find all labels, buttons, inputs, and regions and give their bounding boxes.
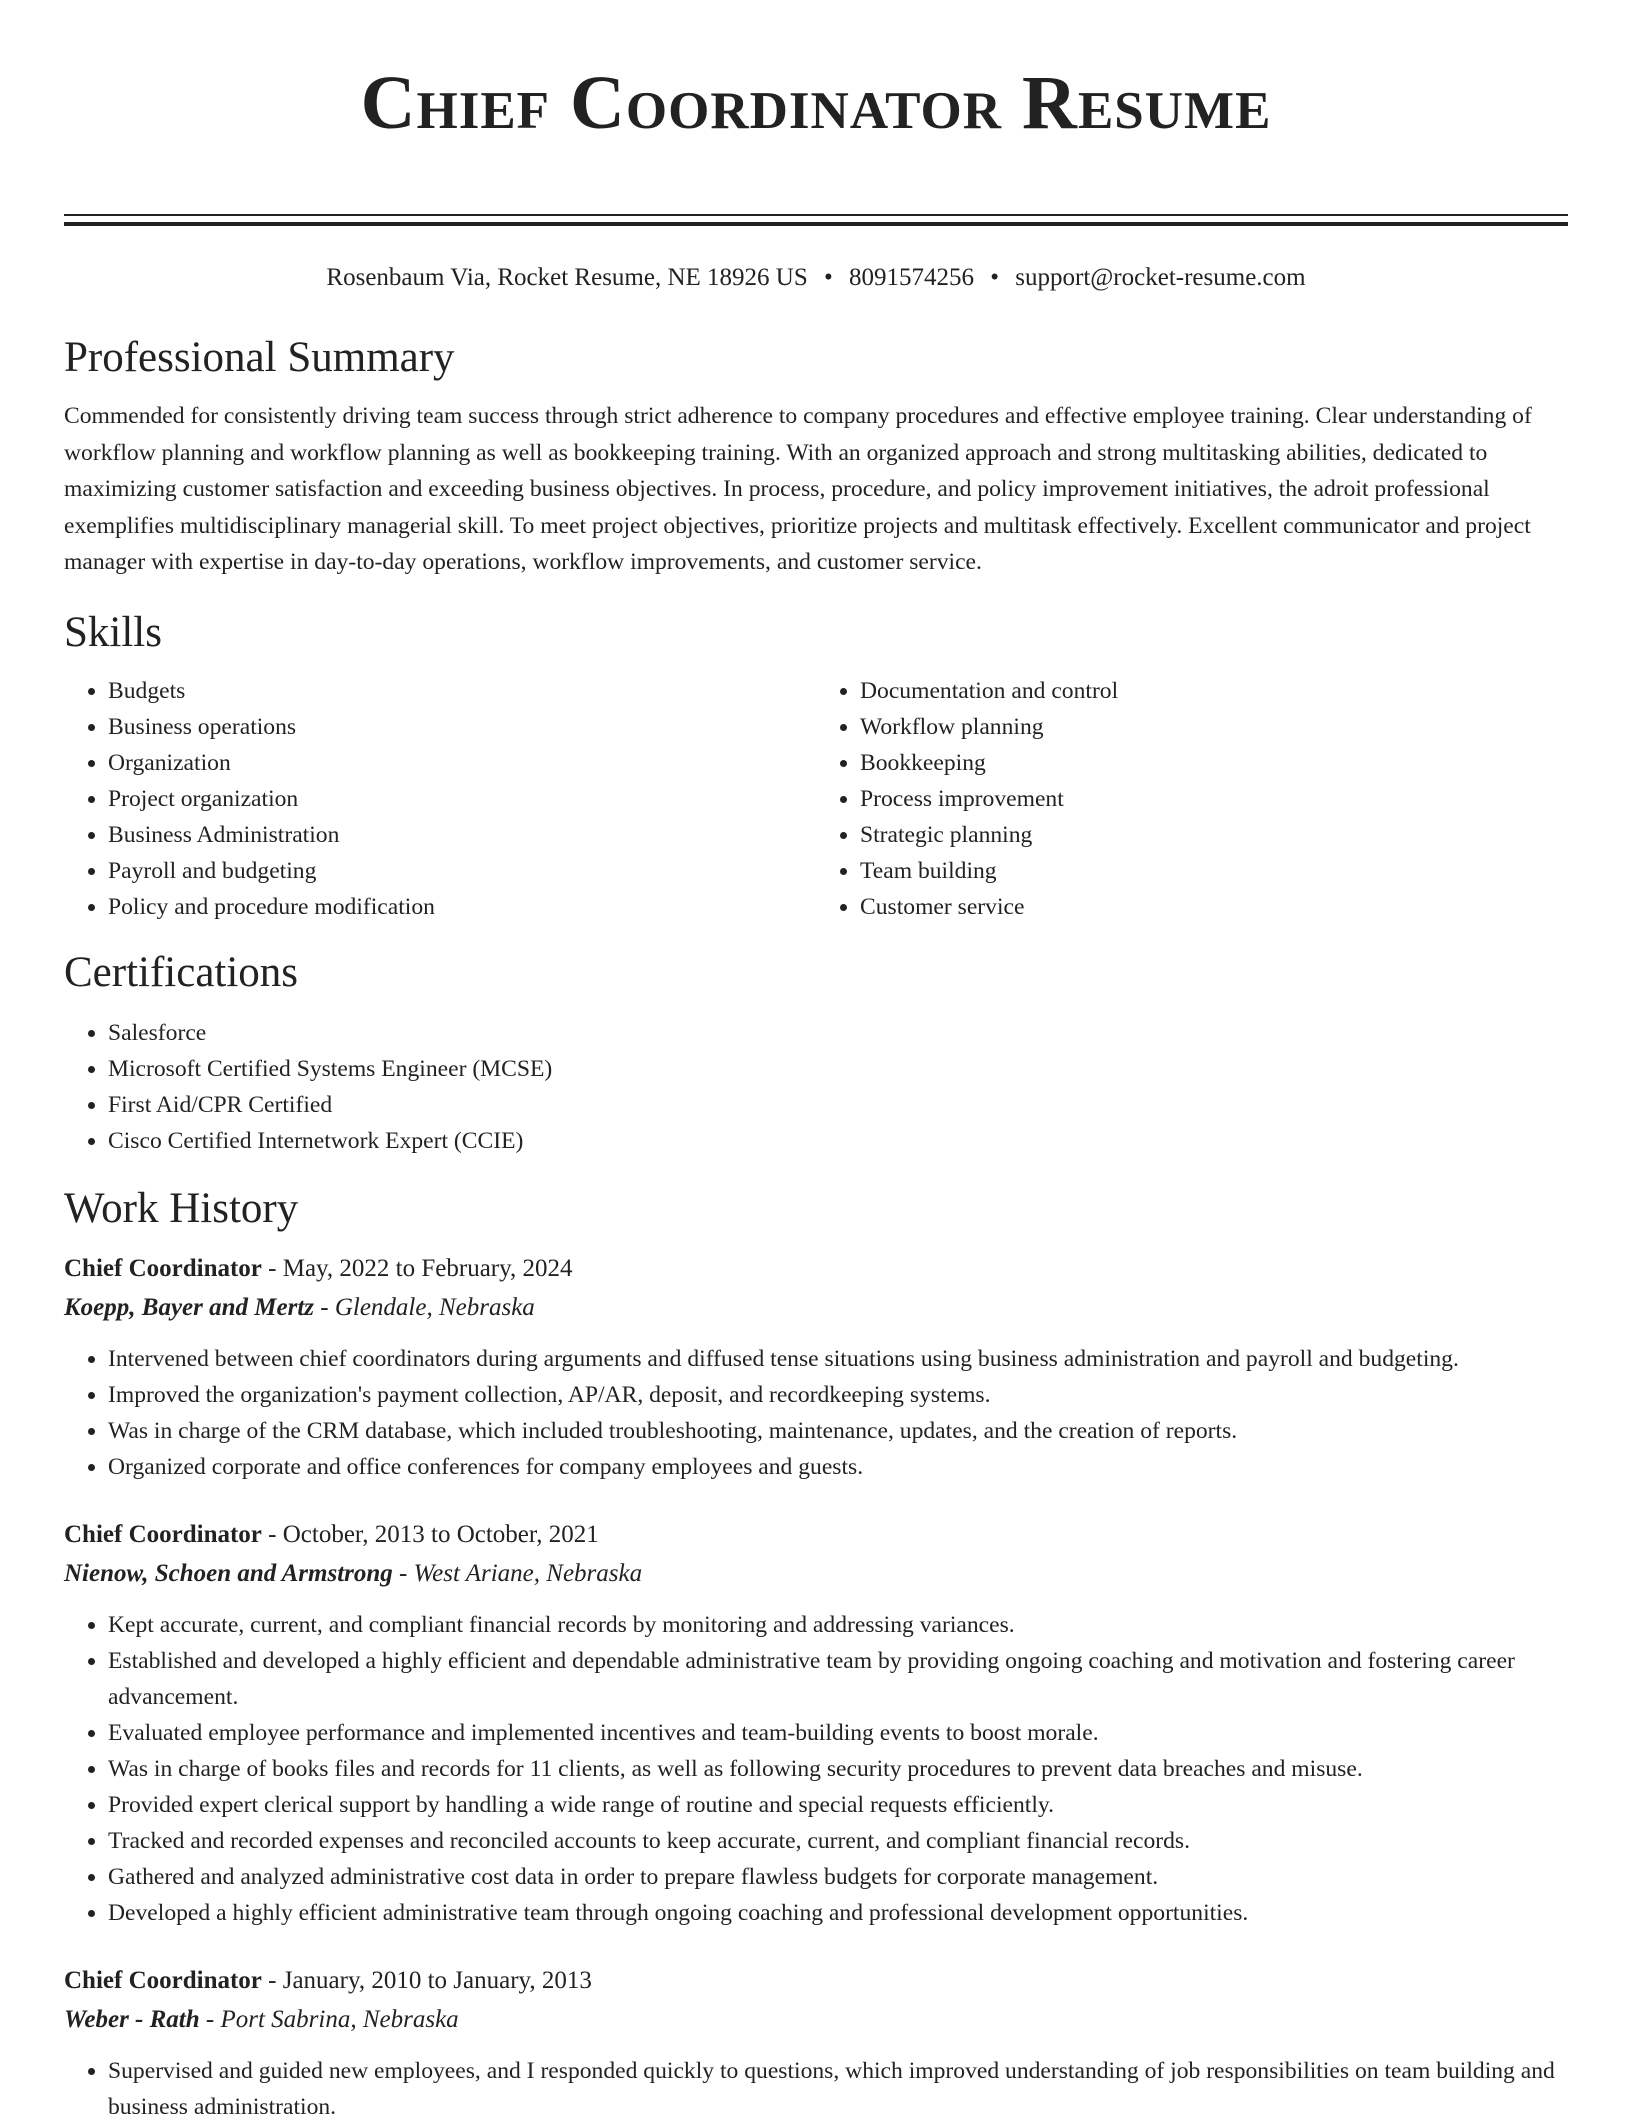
skills-heading: Skills [64, 608, 162, 656]
job-company-line: Weber - Rath - Port Sabrina, Nebraska [64, 2005, 459, 2033]
skills-column-right [816, 673, 1568, 925]
skills-list [64, 673, 1568, 925]
job-entry [64, 1249, 1568, 1485]
job-title: Chief Coordinator [64, 1520, 262, 1548]
job-bullet: • Supervised and guided new employees, and I responded quickly to questions, which improved understanding of job responsibilities on team building and business administration. [108, 2053, 1568, 2125]
job-dates: October, 2013 to October, 2021 [282, 1520, 599, 1548]
job-bullet: • Evaluated employee performance and implemented incentives and team-building events to boost morale. [108, 1715, 1568, 1751]
job-bullet: • Gathered and analyzed administrative cost data in order to prepare flawless budgets for corporate management. [108, 1859, 1568, 1895]
work-history-heading: Work History [64, 1184, 299, 1232]
skill-item: • Team building [860, 853, 1568, 889]
job-bullet: • Established and developed a highly efficient and dependable administrative team by providing ongoing coaching and motivation and fostering career advancement. [108, 1643, 1568, 1715]
job-bullet: • Provided expert clerical support by handling a wide range of routine and special requests efficiently. [108, 1787, 1568, 1823]
job-title: Chief Coordinator [64, 1966, 262, 1994]
job-company-line: Koepp, Bayer and Mertz - Glendale, Nebraska [64, 1293, 535, 1321]
job-dates: May, 2022 to February, 2024 [282, 1254, 573, 1282]
skill-item: • Documentation and control [860, 673, 1568, 709]
skill-item: • Business Administration [108, 817, 816, 853]
job-company: Nienow, Schoen and Armstrong [64, 1559, 393, 1587]
skill-item: • Organization [108, 745, 816, 781]
skill-item: • Strategic planning [860, 817, 1568, 853]
job-bullet: • Intervened between chief coordinators during arguments and diffused tense situations using business administration and payroll and budgeting. [108, 1341, 1568, 1377]
skill-item: • Budgets [108, 673, 816, 709]
job-bullet: • Improved the organization's payment collection, AP/AR, deposit, and recordkeeping systems. [108, 1377, 1568, 1413]
contact-separator: • [990, 264, 1000, 291]
contact-phone: 8091574256 [849, 264, 975, 291]
job-bullet: • Was in charge of books files and records for 11 clients, as well as following security procedures to prevent data breaches and misuse. [108, 1751, 1568, 1787]
skill-item: • Customer service [860, 889, 1568, 925]
job-title: Chief Coordinator [64, 1254, 262, 1282]
job-bullet: • Was in charge of the CRM database, which included troubleshooting, maintenance, updates, and the creation of reports. [108, 1413, 1568, 1449]
skill-item: • Policy and procedure modification [108, 889, 816, 925]
skill-item: • Project organization [108, 781, 816, 817]
job-location: West Ariane, Nebraska [413, 1559, 643, 1587]
skill-item: • Process improvement [860, 781, 1568, 817]
certifications-list [64, 1015, 1568, 1159]
job-location: Glendale, Nebraska [334, 1293, 535, 1321]
summary-text: Commended for consistently driving team success through strict adherence to company procedures and effective employee training. Clear understanding of workflow planning and workflow planning as well as bookkeeping training. With an organized approach and strong multitasking abilities, dedicated to maximizing customer satisfaction and exceeding business objectives. In process, procedure, and policy improvement initiatives, the adroit professional exemplifies multidisciplinary managerial skill. To meet project objectives, prioritize projects and multitask effectively. Excellent communicator and project manager with expertise in day-to-day operations, workflow improvements, and customer service. [64, 403, 1532, 575]
job-location: Port Sabrina, Nebraska [220, 2005, 459, 2033]
job-header: Chief Coordinator - January, 2010 to January, 2013 [64, 1966, 592, 1994]
contact-line [64, 262, 1568, 294]
contact-separator: • [824, 264, 833, 291]
certification-item: • Microsoft Certified Systems Engineer (MCSE) [108, 1051, 1568, 1087]
skill-item: • Workflow planning [860, 709, 1568, 745]
job-entry [64, 1961, 1568, 2125]
skill-item: • Bookkeeping [860, 745, 1568, 781]
certification-item: • Salesforce [108, 1015, 1568, 1051]
job-bullet: • Organized corporate and office conferences for company employees and guests. [108, 1449, 1568, 1485]
job-company-line: Nienow, Schoen and Armstrong - West Ariane, Nebraska [64, 1559, 643, 1587]
job-header: Chief Coordinator - October, 2013 to October, 2021 [64, 1520, 599, 1548]
certification-item: • Cisco Certified Internetwork Expert (CCIE) [108, 1123, 1568, 1159]
certification-item: • First Aid/CPR Certified [108, 1087, 1568, 1123]
job-bullet: • Kept accurate, current, and compliant financial records by monitoring and addressing variances. [108, 1607, 1568, 1643]
job-bullet: • Tracked and recorded expenses and reconciled accounts to keep accurate, current, and compliant financial records. [108, 1823, 1568, 1859]
job-entry [64, 1515, 1568, 1931]
job-bullets [64, 1607, 1568, 1931]
certifications-heading: Certifications [64, 948, 299, 996]
title-divider [64, 214, 1568, 226]
page-title: Chief Coordinator Resume [360, 61, 1272, 145]
job-bullet: • Developed a highly efficient administrative team through ongoing coaching and professional development opportunities. [108, 1895, 1568, 1931]
skill-item: • Payroll and budgeting [108, 853, 816, 889]
job-bullets [64, 2053, 1568, 2125]
skill-item: • Business operations [108, 709, 816, 745]
skills-column-left [64, 673, 816, 925]
job-company: Koepp, Bayer and Mertz [64, 1293, 314, 1321]
job-bullets [64, 1341, 1568, 1485]
job-dates: January, 2010 to January, 2013 [282, 1966, 592, 1994]
contact-address: Rosenbaum Via, Rocket Resume, NE 18926 US [326, 264, 808, 291]
contact-email: support@rocket-resume.com [1015, 264, 1306, 291]
job-header: Chief Coordinator - May, 2022 to February, 2024 [64, 1254, 573, 1282]
summary-heading: Professional Summary [64, 334, 455, 381]
job-company: Weber - Rath [64, 2005, 200, 2033]
